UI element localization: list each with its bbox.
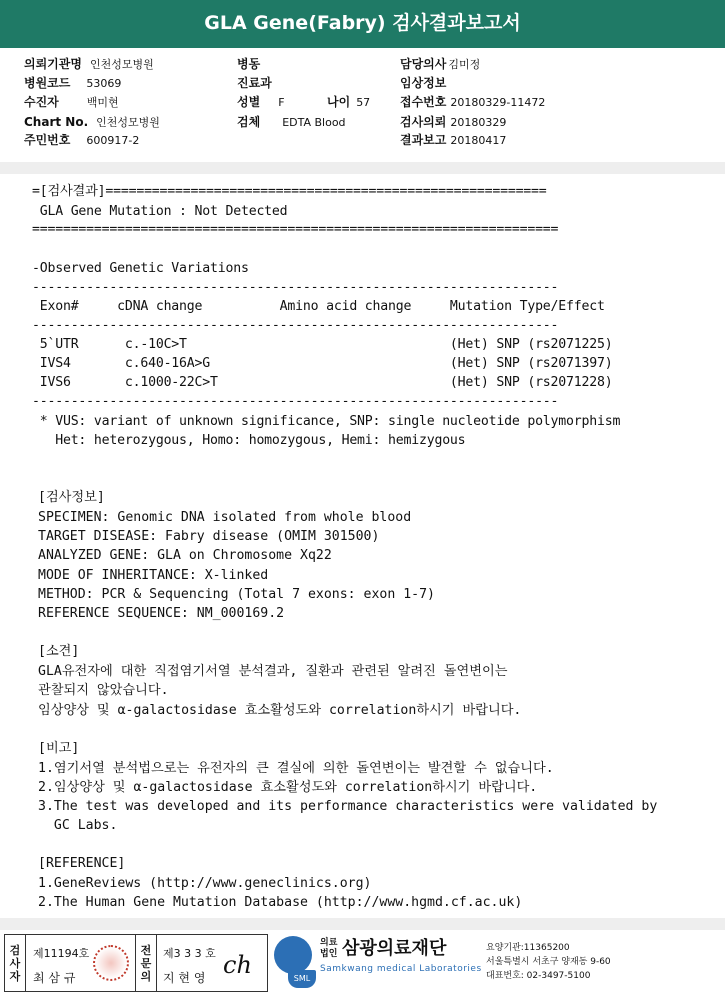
header-value: 20180329 xyxy=(450,116,507,129)
examiner-license: 제11194호 xyxy=(33,947,90,960)
variation-row: IVS4 c.640-16A>G (Het) SNP (rs2071397) xyxy=(32,356,613,371)
footnote-line: Het: heterozygous, Homo: homozygous, Hemi: hemizygous xyxy=(32,433,466,448)
mutation-result: GLA Gene Mutation : Not Detected xyxy=(32,204,288,219)
header-row-doctor xyxy=(400,56,480,73)
org-phone: 대표번호: 02-3497-5100 xyxy=(486,971,591,981)
info-line: TARGET DISEASE: Fabry disease (OMIM 301500) xyxy=(38,529,380,544)
header-value: 김미정 xyxy=(448,58,481,71)
vertical-label-char: 문 xyxy=(140,956,152,970)
header-row-report-date xyxy=(400,132,506,149)
variation-table-header: Exon# cDNA change Amino acid change Mutation Type/Effect xyxy=(32,299,605,314)
header-value: 백미현 xyxy=(86,96,119,109)
header-row-sex xyxy=(237,94,285,111)
org-prefix xyxy=(320,938,337,960)
remark-line: 1.염기서열 분석법으로는 유전자의 큰 결실에 의한 돌연변이는 발견할 수 없습니다. xyxy=(38,761,554,776)
examiner-label xyxy=(5,935,26,991)
header-row-request-date xyxy=(400,114,506,131)
header-value: 57 xyxy=(356,96,371,109)
opinion-line: GLA유전자에 대한 직접염기서열 분석결과, 질환과 관련된 알려진 돌연변이는 xyxy=(38,664,508,679)
info-line: METHOD: PCR & Sequencing (Total 7 exons: exon 1-7) xyxy=(38,587,435,602)
org-prefix-line: 법인 xyxy=(320,949,338,959)
header-label: 검체 xyxy=(237,115,261,129)
separator-band xyxy=(0,918,725,930)
reference-line: 1.GeneReviews (http://www.geneclinics.org) xyxy=(38,876,372,891)
org-code: 요양기관:11365200 xyxy=(486,943,570,953)
vertical-label-char: 사 xyxy=(9,956,21,970)
header-label: 나이 xyxy=(327,95,351,109)
signature-box xyxy=(4,934,268,992)
org-logo-text: SML xyxy=(288,970,316,988)
remark-line: 2.임상양상 및 α-galactosidase 효소활성도와 correlation하시기 바랍니다. xyxy=(38,780,538,795)
header-label: 검사의뢰 xyxy=(400,115,447,129)
header-row-resident-no xyxy=(24,132,139,149)
physician-signature: ch xyxy=(223,951,252,979)
footnote-line: * VUS: variant of unknown significance, SNP: single nucleotide polymorphism xyxy=(32,414,621,429)
org-address: 서울특별시 서초구 양재동 9-60 xyxy=(486,957,611,967)
org-prefix-line: 의료 xyxy=(320,938,338,948)
vertical-label-char: 의 xyxy=(140,969,152,983)
header-label: 병동 xyxy=(237,57,261,71)
header-label: 담당의사 xyxy=(400,57,447,71)
header-value: EDTA Blood xyxy=(282,116,346,129)
header-label: 성별 xyxy=(237,95,261,109)
header-row-institution xyxy=(24,56,154,73)
physician-label xyxy=(135,935,157,991)
header-row-patient xyxy=(24,94,119,111)
header-row-specimen xyxy=(237,114,346,131)
header-row-ward xyxy=(237,56,268,73)
info-line: REFERENCE SEQUENCE: NM_000169.2 xyxy=(38,606,285,621)
report-title: GLA Gene(Fabry) 검사결과보고서 xyxy=(0,0,725,48)
examiner-name: 최 삼 규 xyxy=(33,971,76,985)
physician-name: 지 현 영 xyxy=(163,971,206,985)
header-row-department xyxy=(237,75,280,92)
section-title-reference: [REFERENCE] xyxy=(38,856,126,871)
header-label: 진료과 xyxy=(237,76,272,90)
report-footer xyxy=(0,930,725,1000)
header-row-hospital-code xyxy=(24,75,121,92)
header-value: 600917-2 xyxy=(86,134,140,147)
header-row-chart-no xyxy=(24,114,160,131)
report-header xyxy=(0,48,725,163)
header-row-receipt-no xyxy=(400,94,545,111)
remark-line: 3.The test was developed and its performance characteristics were validated by xyxy=(38,799,658,814)
header-value: 인천성모병원 xyxy=(89,58,154,71)
separator-line: ==================================================================== xyxy=(32,222,559,237)
header-value: 인천성모병원 xyxy=(96,116,160,129)
vertical-label-char: 자 xyxy=(9,969,21,983)
variations-title: -Observed Genetic Variations xyxy=(32,261,249,276)
report-content xyxy=(0,174,725,918)
header-label: 주민번호 xyxy=(24,133,71,147)
header-value: 20180417 xyxy=(450,134,507,147)
examiner-seal-icon xyxy=(93,945,129,981)
org-name: 삼광의료재단 xyxy=(342,938,447,959)
separator-line: -------------------------------------------------------------------- xyxy=(32,394,559,409)
info-line: ANALYZED GENE: GLA on Chromosome Xq22 xyxy=(38,548,332,563)
section-title-opinion: [소견] xyxy=(38,644,80,659)
header-label: 결과보고 xyxy=(400,133,447,147)
section-title-info: [검사정보] xyxy=(38,490,105,505)
vertical-label-char: 전 xyxy=(140,943,152,957)
header-row-age xyxy=(327,94,370,111)
header-value: 20180329-11472 xyxy=(450,96,546,109)
separator-band xyxy=(0,162,725,174)
org-english-name: Samkwang medical Laboratories xyxy=(320,964,482,974)
remark-line: GC Labs. xyxy=(38,818,118,833)
header-label: 접수번호 xyxy=(400,95,447,109)
vertical-label-char: 검 xyxy=(9,943,21,957)
separator-line: -------------------------------------------------------------------- xyxy=(32,280,559,295)
opinion-line: 임상양상 및 α-galactosidase 효소활성도와 correlation하시기 바랍니다. xyxy=(38,703,522,718)
info-line: SPECIMEN: Genomic DNA isolated from whole blood xyxy=(38,510,412,525)
opinion-line: 관찰되지 않았습니다. xyxy=(38,683,169,698)
reference-line: 2.The Human Gene Mutation Database (http://www.hgmd.cf.ac.uk) xyxy=(38,895,523,910)
result-header-line: =[검사결과]========================================================= xyxy=(32,184,547,199)
header-row-clinical-info xyxy=(400,75,454,92)
info-line: MODE OF INHERITANCE: X-linked xyxy=(38,568,269,583)
header-value: 53069 xyxy=(86,77,122,90)
separator-line: -------------------------------------------------------------------- xyxy=(32,318,559,333)
variation-row: 5`UTR c.-10C>T (Het) SNP (rs2071225) xyxy=(32,337,613,352)
header-label: 의뢰기관명 xyxy=(24,57,82,71)
header-value: F xyxy=(278,96,285,109)
header-label: Chart No. xyxy=(24,115,89,129)
header-label: 병원코드 xyxy=(24,76,71,90)
header-label: 수진자 xyxy=(24,95,59,109)
physician-license: 제3 3 3 호 xyxy=(163,947,216,960)
variation-row: IVS6 c.1000-22C>T (Het) SNP (rs2071228) xyxy=(32,375,613,390)
org-logo-icon xyxy=(274,936,312,974)
section-title-remarks: [비고] xyxy=(38,741,80,756)
header-label: 임상정보 xyxy=(400,76,447,90)
